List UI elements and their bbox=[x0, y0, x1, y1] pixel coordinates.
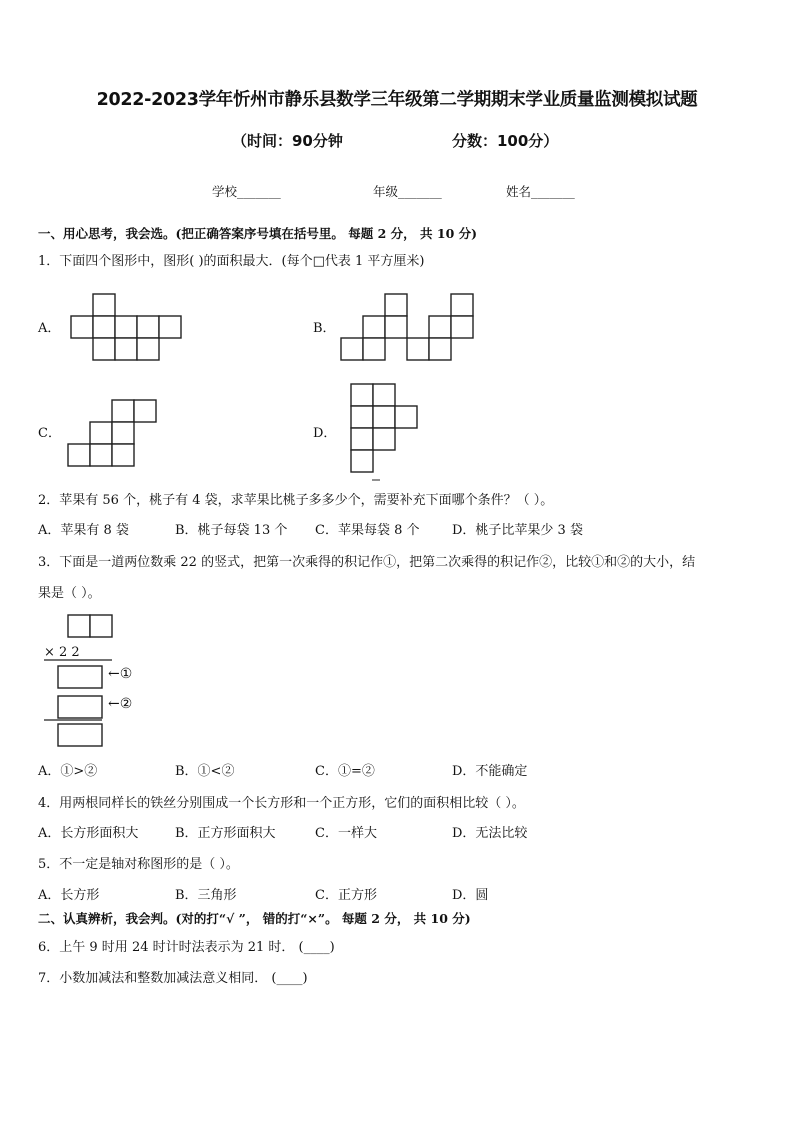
q4-option-a[interactable]: A．长方形面积大 bbox=[38, 826, 139, 841]
q3-option-c[interactable]: C．①=② bbox=[315, 764, 375, 779]
q1-label-b: B． bbox=[313, 321, 336, 336]
question-4: 4．用两根同样长的铁丝分别围成一个长方形和一个正方形，它们的面积相比较（ ）。 bbox=[38, 796, 525, 811]
section-1-heading: 一、用心思考，我会选。(把正确答案序号填在括号里。 每题 2 分， 共 10 分) bbox=[38, 226, 478, 241]
school-field[interactable]: 学校_______ bbox=[212, 184, 281, 199]
question-5: 5．不一定是轴对称图形的是（ ）。 bbox=[38, 857, 239, 872]
name-field[interactable]: 姓名_______ bbox=[506, 184, 575, 199]
section-2-heading: 二、认真辨析，我会判。(对的打“√ ”， 错的打“×”。 每题 2 分， 共 10 分) bbox=[38, 911, 471, 926]
q5-option-b[interactable]: B．三角形 bbox=[175, 888, 237, 903]
q2-option-d[interactable]: D．桃子比苹果少 3 袋 bbox=[452, 523, 583, 538]
q4-option-d[interactable]: D．无法比较 bbox=[452, 826, 528, 841]
q3-arrow-2: ←② bbox=[108, 696, 133, 712]
q3-multiplier: × 2 2 bbox=[44, 645, 80, 660]
exam-score: 分数：100分） bbox=[452, 132, 559, 150]
q5-option-d[interactable]: D．圆 bbox=[452, 888, 489, 903]
question-2: 2．苹果有 56 个，桃子有 4 袋，求苹果比桃子多多少个，需要补充下面哪个条件？（ ）。 bbox=[38, 493, 554, 508]
q2-option-a[interactable]: A．苹果有 8 袋 bbox=[38, 523, 129, 538]
question-3-line-1: 3．下面是一道两位数乘 22 的竖式，把第一次乘得的积记作①，把第二次乘得的积记作②，比较①和②的大小，结 bbox=[38, 555, 696, 570]
q3-option-a[interactable]: A．①>② bbox=[38, 764, 98, 779]
q4-option-c[interactable]: C．一样大 bbox=[315, 826, 377, 841]
q1-figure-a bbox=[70, 293, 186, 361]
question-7: 7．小数加减法和整数加减法意义相同． (____) bbox=[38, 971, 308, 986]
question-1: 1．下面四个图形中，图形( )的面积最大．(每个□代表 1 平方厘米) bbox=[38, 254, 425, 269]
q1-figure-d bbox=[350, 383, 422, 483]
q1-label-a: A． bbox=[38, 321, 61, 336]
q3-option-d[interactable]: D．不能确定 bbox=[452, 764, 528, 779]
q4-option-b[interactable]: B．正方形面积大 bbox=[175, 826, 276, 841]
page-title: 2022-2023学年忻州市静乐县数学三年级第二学期期末学业质量监测模拟试题 bbox=[96, 90, 698, 110]
q3-arrow-1: ←① bbox=[108, 666, 133, 682]
q1-figure-b bbox=[340, 293, 480, 363]
question-3-line-2: 果是（ ）。 bbox=[38, 586, 101, 601]
exam-time: （时间：90分钟 bbox=[232, 132, 343, 150]
q2-option-b[interactable]: B．桃子每袋 13 个 bbox=[175, 523, 288, 538]
q3-option-b[interactable]: B．①<② bbox=[175, 764, 235, 779]
q1-label-c: C． bbox=[38, 426, 61, 441]
q1-figure-c bbox=[67, 399, 161, 469]
q1-label-d: D． bbox=[313, 426, 337, 441]
q5-option-a[interactable]: A．长方形 bbox=[38, 888, 100, 903]
q2-option-c[interactable]: C．苹果每袋 8 个 bbox=[315, 523, 420, 538]
question-6: 6．上午 9 时用 24 时计时法表示为 21 时． (____) bbox=[38, 940, 335, 955]
q5-option-c[interactable]: C．正方形 bbox=[315, 888, 377, 903]
grade-field[interactable]: 年级_______ bbox=[373, 184, 442, 199]
